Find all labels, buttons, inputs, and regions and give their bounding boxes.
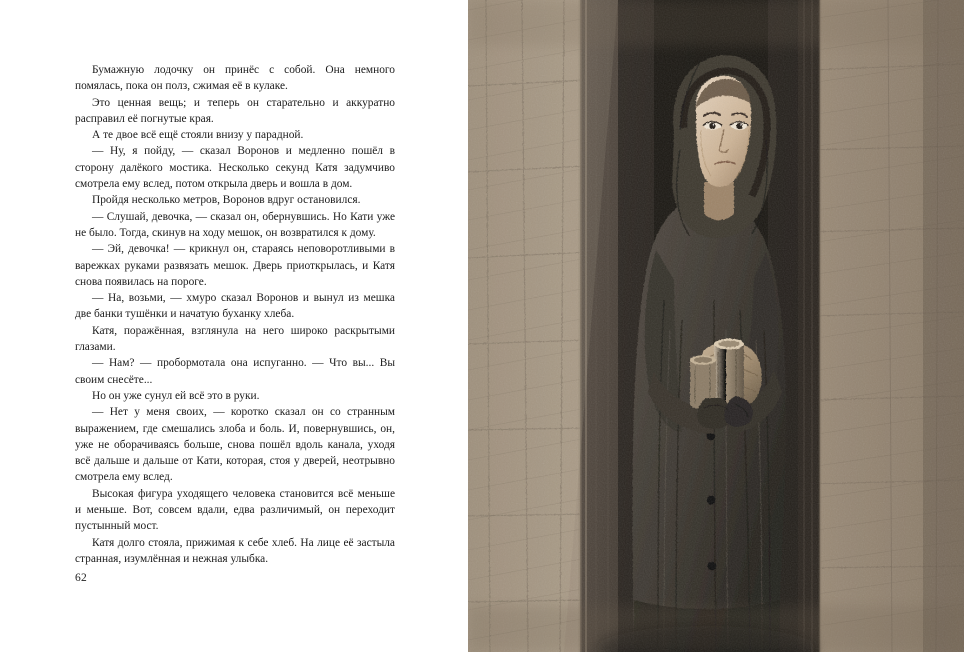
paragraph: — Ну, я пойду, — сказал Воронов и медленно пошёл в сторону далёкого мостика. Несколько секунд Катя задумчиво смотрела ему вслед, потом открыла дверь и вошла в дом.: [75, 145, 395, 191]
page-number: 62: [75, 572, 88, 584]
paragraph: — На, возьми, — хмуро сказал Воронов и вынул из мешка две банки тушёнки и начатую буханку хлеба.: [75, 292, 395, 321]
illustration-page: [468, 0, 964, 652]
paragraph: Это ценная вещь; и теперь он старательно и аккуратно расправил её погнутые края.: [75, 96, 395, 125]
paragraph: Высокая фигура уходящего человека становится всё меньше и меньше. Вот, совсем вдали, едва различимый, он переходит пустынный мост.: [75, 487, 395, 533]
paragraph: Пройдя несколько метров, Воронов вдруг остановился.: [92, 194, 361, 207]
paragraph: Но он уже сунул ей всё это в руки.: [92, 389, 260, 402]
illustration-drawing: [468, 0, 964, 652]
paragraph: Катя, поражённая, взглянула на него широко раскрытыми глазами.: [75, 324, 395, 354]
paragraph: А те двое всё ещё стояли внизу у парадной.: [92, 129, 304, 142]
paragraph: Катя долго стояла, прижимая к себе хлеб. На лице её застыла странная, изумлённая и нежная улыбка.: [75, 536, 395, 565]
paragraph: — Эй, девочка! — крикнул он, стараясь неповоротливыми в варежках руками развязать мешок. Дверь приоткрылась, и Катя снова появилась на пороге.: [75, 243, 395, 288]
paragraph: — Нет у меня своих, — коротко сказал он со странным выражением, где смешались злоба и боль. И, повернувшись, он, уже не оборачиваясь больше, снова пошёл вдоль канала, уходя всё дальше и дальше от Кати, которая, стоя у дверей, неотрывно смотрела ему вслед.: [75, 406, 395, 484]
paragraph: Бумажную лодочку он принёс с собой. Она немного помялась, пока он полз, сжимая её в кулаке.: [75, 64, 395, 93]
text-page: [0, 0, 468, 652]
paragraph: — Слушай, девочка, — сказал он, обернувшись. Но Кати уже не было. Тогда, скинув на ходу мешок, он возвратился к дому.: [75, 210, 395, 239]
body-text: [75, 62, 395, 567]
paragraph: — Нам? — пробормотала она испуганно. — Что вы... Вы своим снесёте...: [75, 357, 395, 386]
